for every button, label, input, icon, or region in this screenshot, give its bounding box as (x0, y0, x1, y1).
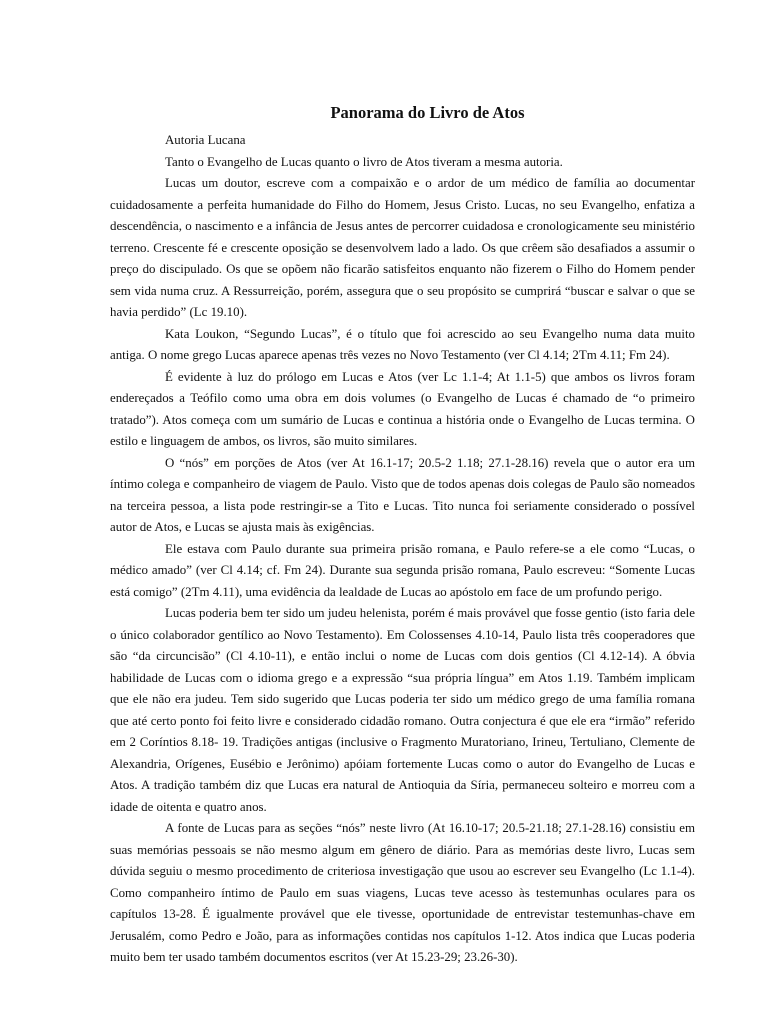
paragraph-prologue: É evidente à luz do prólogo em Lucas e Atos (ver Lc 1.1-4; At 1.1-5) que ambos os livros foram endereçados a Teófilo como uma obra em dois volumes (o Evangelho de Lucas é chamado de “o primeiro tratado”). Atos começa com um sumário de Lucas e continua a história onde o Evangelho de Lucas termina. O estilo e linguagem de ambos, os livros, são muito similares. (110, 369, 695, 448)
paragraph-intro: Tanto o Evangelho de Lucas quanto o livro de Atos tiveram a mesma autoria. (165, 154, 563, 169)
paragraph-kata-loukon: Kata Loukon, “Segundo Lucas”, é o título que foi acrescido ao seu Evangelho numa data muito antiga. O nome grego Lucas aparece apenas três vezes no Novo Testamento (ver Cl 4.14; 2Tm 4.11; Fm 24). (110, 326, 695, 362)
section-heading: Autoria Lucana (165, 133, 246, 147)
page-title: Panorama do Livro de Atos (330, 103, 525, 122)
paragraph-sources: A fonte de Lucas para as seções “nós” neste livro (At 16.10-17; 20.5-21.18; 27.1-28.16) consistiu em suas memórias pessoais se não mesmo algum em gênero de diário. Para as memórias deste livro, Lucas sem dúvida seguiu o mesmo procedimento de criteriosa investigação que usou ao escrever seu Evangelho (Lc 1.1-4). Como companheiro íntimo de Paulo em suas viagens, Lucas teve acesso às testemunhas oculares para os capítulos 13-28. É igualmente provável que ele tivesse, oportunidade de entrevistar testemunhas-chave em Jerusalém, como Pedro e João, para as informações contidas nos capítulos 1-12. Atos indica que Lucas poderia muito bem ter usado também documentos escritos (ver At 15.23-29; 23.26-30). (110, 821, 695, 964)
paragraph-doctor: Lucas um doutor, escreve com a compaixão e o ardor de um médico de família ao documentar cuidadosamente a perfeita humanidade do Filho do Homem, Jesus Cristo. Lucas, no seu Evangelho, enfatiza a descendência, o nascimento e a infância de Jesus antes de percorrer cuidadosa e cronologicamente seu ministério terreno. Crescente fé e crescente oposição se desenvolvem lado a lado. Os que crêem são desafiados a assumir o preço do discipulado. Os que se opõem não ficarão satisfeitos enquanto não fizerem o Filho do Homem pender sem vida numa cruz. A Ressurreição, porém, assegura que o seu propósito se cumprirá “buscar e salvar o que se havia perdido” (Lc 19.10). (110, 176, 695, 319)
document-page (110, 101, 695, 969)
paragraph-roman-prison: Ele estava com Paulo durante sua primeira prisão romana, e Paulo refere-se a ele como “Lucas, o médico amado” (ver Cl 4.14; cf. Fm 24). Durante sua segunda prisão romana, Paulo escreveu: “Somente Lucas está comigo” (2Tm 4.11), uma evidência da lealdade de Lucas ao apóstolo em face de um profundo perigo. (110, 541, 695, 599)
paragraph-we-passages: O “nós” em porções de Atos (ver At 16.1-17; 20.5-2 1.18; 27.1-28.16) revela que o autor era um íntimo colega e companheiro de viagem de Paulo. Visto que de todos apenas dois colegas de Paulo são nomeados na terceira pessoa, a lista pode restringir-se a Tito e Lucas. Tito nunca foi seriamente considerado o possível autor de Atos, e Lucas se ajusta mais às exigências. (110, 455, 696, 534)
paragraph-hellenist: Lucas poderia bem ter sido um judeu helenista, porém é mais provável que fosse gentio (isto faria dele o único colaborador gentílico ao Novo Testamento). Em Colossenses 4.10-14, Paulo lista três cooperadores que são “da circuncisão” (Cl 4.10-11), e então inclui o nome de Lucas com dois gentios (Cl 4.12-14). A óbvia habilidade de Lucas com o idioma grego e a expressão “sua própria língua” em Atos 1.19. Também implicam que ele não era judeu. Tem sido sugerido que Lucas poderia ter sido um médico grego de uma família romana que até certo ponto foi feito livre e considerado cidadão romano. Outra conjectura é que ele era “irmão” referido em 2 Coríntios 8.18- 19. Tradições antigas (inclusive o Fragmento Muratoriano, Irineu, Tertuliano, Clemente de Alexandria, Orígenes, Eusébio e Jerônimo) apóiam fortemente Lucas como o autor do Evangelho de Lucas e Atos. A tradição também diz que Lucas era natural de Antioquia da Síria, permaneceu solteiro e morreu com a idade de oitenta e quatro anos. (110, 606, 695, 814)
